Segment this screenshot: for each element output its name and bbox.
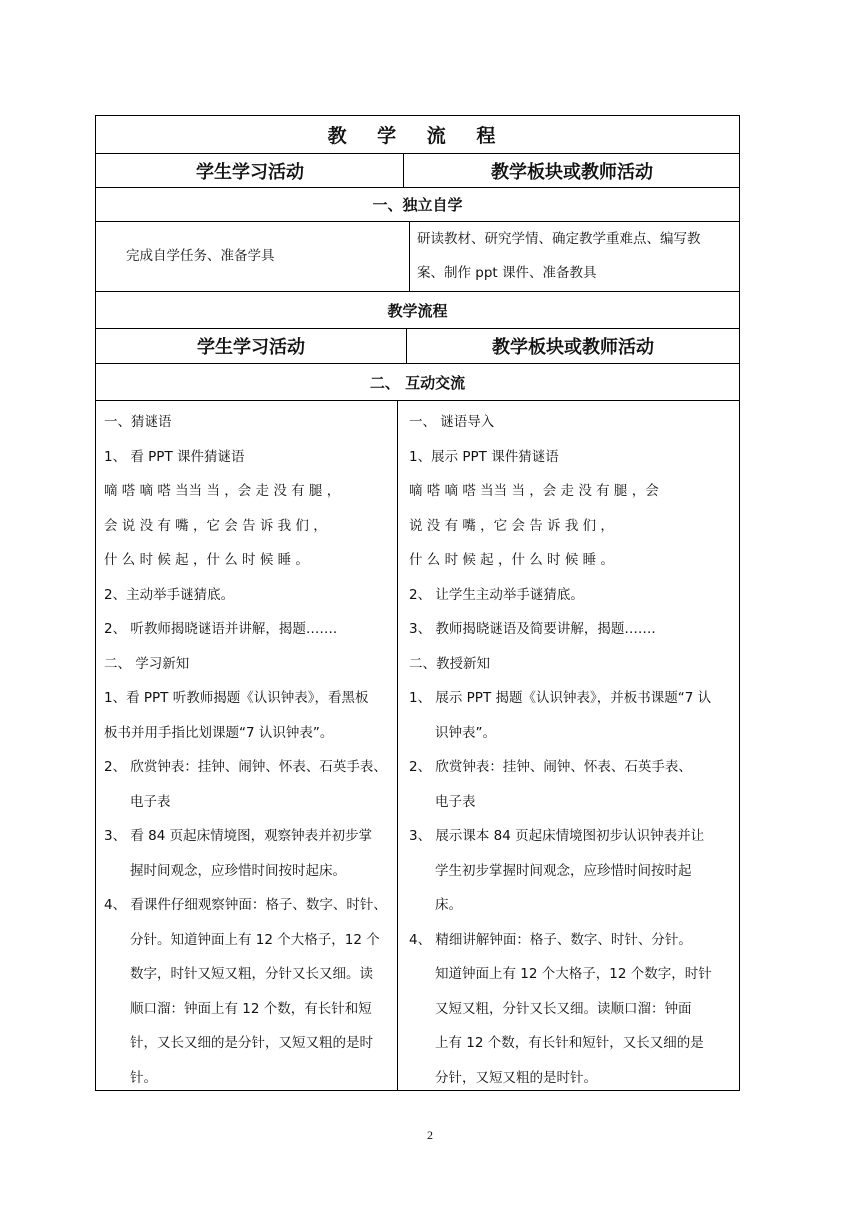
section-two-row [96, 364, 739, 401]
table-title-row [96, 116, 739, 154]
left-line: 二、 学习新知 [104, 655, 190, 672]
lesson-flow-table [95, 115, 740, 1091]
table-subtitle-row [96, 292, 739, 329]
left-line: 针，又长又细的是分针，又短又粗的是时 [130, 1035, 373, 1051]
section-one-left-cell [96, 222, 409, 291]
left-line: 4、 看课件仔细观察钟面：格子、数字、时针、 [104, 897, 387, 913]
left-line: 顺口溜：钟面上有 12 个数，有长针和短 [130, 1000, 372, 1017]
left-line: 2、 欣赏钟表：挂钟、闹钟、怀表、石英手表、 [104, 759, 387, 775]
section-one-right-cell [417, 222, 735, 291]
right-line: 一、 谜语导入 [409, 414, 495, 430]
left-line: 嘀 嗒 嘀 嗒 当当 当 ，会 走 没 有 腿 ， [104, 483, 341, 499]
right-line: 3、 展示课本 84 页起床情境图初步认识钟表并让 [409, 828, 705, 844]
column-header-left-cell-2 [96, 329, 406, 363]
right-line: 4、 精细讲解钟面：格子、数字、时针、分针。 [409, 931, 692, 948]
left-line: 1、看 PPT 听教师揭题《认识钟表》，看黑板 [104, 690, 369, 706]
right-line: 知道钟面上有 12 个大格子，12 个数字，时针 [435, 966, 712, 982]
right-line: 嘀 嗒 嘀 嗒 当当 当 ，会 走 没 有 腿 ，会 [409, 483, 659, 499]
right-line: 1、展示 PPT 课件猜谜语 [409, 448, 559, 465]
right-line: 什 么 时 候 起 ，什 么 时 候 睡 。 [409, 552, 614, 568]
left-line: 分针。知道钟面上有 12 个大格子，12 个 [130, 931, 380, 948]
column-header-row-2 [96, 329, 739, 364]
left-line: 什 么 时 候 起 ，什 么 时 候 睡 。 [104, 552, 309, 568]
right-line: 3、 教师揭晓谜语及简要讲解，揭题……. [409, 621, 656, 637]
right-line: 床。 [435, 897, 462, 913]
right-line: 电子表 [435, 793, 476, 810]
right-line: 识钟表”。 [435, 724, 496, 741]
table-subtitle: 教学流程 [387, 301, 448, 320]
section-two-right-cell [409, 405, 737, 1095]
column-header-left-2: 学生学习活动 [197, 337, 305, 358]
section-two-heading: 二、 互动交流 [369, 373, 466, 392]
left-line: 一、猜谜语 [104, 414, 172, 430]
column-header-row [96, 154, 739, 188]
right-line: 上有 12 个数，有长针和短针，又长又细的是 [435, 1035, 704, 1051]
section-one-left-text: 完成自学任务、准备学具 [126, 248, 275, 265]
column-header-right: 教学板块或教师活动 [491, 161, 653, 183]
right-line: 说 没 有 嘴 ，它 会 告 诉 我 们 ， [409, 517, 614, 534]
left-line: 3、 看 84 页起床情境图，观察钟表并初步掌 [104, 828, 373, 844]
right-line: 学生初步掌握时间观念，应珍惜时间按时起 [435, 862, 692, 879]
right-line: 又短又粗，分针又长又细。读顺口溜：钟面 [435, 1000, 692, 1017]
section-one-row [96, 188, 739, 222]
section-one-content-row [96, 222, 739, 292]
column-header-left-cell [96, 154, 404, 187]
column-divider [397, 401, 398, 1090]
left-line: 1、 看 PPT 课件猜谜语 [104, 448, 245, 465]
left-line: 针。 [130, 1069, 157, 1086]
left-line: 电子表 [130, 793, 171, 810]
right-line: 1、 展示 PPT 揭题《认识钟表》，并板书课题“7 认 [409, 690, 712, 706]
left-line: 板书并用手指比划课题“7 认识钟表”。 [104, 724, 334, 741]
left-line: 2、主动举手谜猜底。 [104, 586, 235, 603]
column-header-left: 学生学习活动 [196, 161, 304, 183]
left-line: 数字，时针又短又粗，分针又长又细。读 [130, 966, 373, 982]
column-header-right-cell-2 [406, 329, 740, 363]
right-line: 2、 让学生主动举手谜猜底。 [409, 586, 584, 603]
left-line: 会 说 没 有 嘴 ，它 会 告 诉 我 们 ， [104, 517, 327, 534]
section-one-heading: 一、独立自学 [372, 196, 463, 214]
right-line: 2、 欣赏钟表：挂钟、闹钟、怀表、石英手表、 [409, 759, 692, 775]
right-line: 二、教授新知 [409, 655, 490, 672]
column-divider [409, 222, 410, 291]
table-title: 教 学 流 程 [327, 125, 508, 147]
left-line: 2、 听教师揭晓谜语并讲解，揭题……. [104, 621, 338, 637]
section-one-right-line: 研读教材、研究学情、确定教学重难点、编写教 [417, 231, 701, 247]
column-header-right-2: 教学板块或教师活动 [492, 337, 654, 358]
column-header-right-cell [404, 154, 740, 187]
section-one-right-line: 案、制作 ppt 课件、准备教具 [417, 265, 597, 281]
left-line: 握时间观念，应珍惜时间按时起床。 [130, 862, 346, 879]
page-number: 2 [427, 1128, 433, 1142]
section-two-left-cell [104, 405, 392, 1095]
right-line: 分针，又短又粗的是时针。 [435, 1069, 597, 1086]
